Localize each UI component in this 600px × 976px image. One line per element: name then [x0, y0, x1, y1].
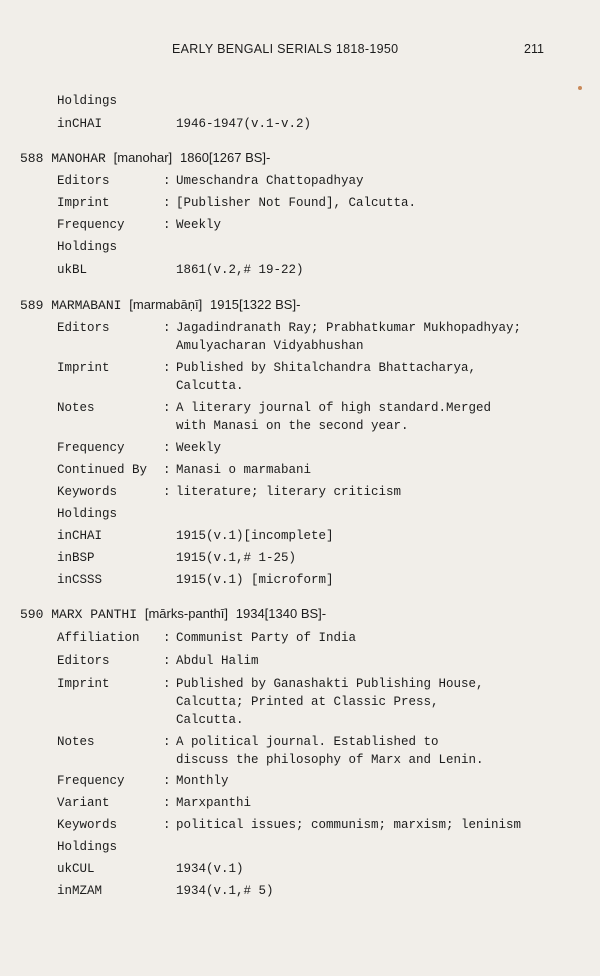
field-value: Weekly: [176, 218, 222, 232]
holding-code: inCSSS: [57, 573, 103, 587]
field-colon: :: [163, 218, 171, 232]
field-colon: :: [163, 677, 171, 691]
field-label: Continued By: [57, 463, 148, 477]
page-number: 211: [524, 42, 544, 56]
entry-year: 1860[1267 BS]-: [180, 150, 271, 165]
field-value: literature; literary criticism: [176, 485, 402, 499]
field-colon: :: [163, 441, 171, 455]
holding-code: inMZAM: [57, 884, 103, 898]
field-value: Jagadindranath Ray; Prabhatkumar Mukhopadhyay;: [176, 321, 522, 335]
field-value-continued: with Manasi on the second year.: [176, 419, 409, 433]
field-colon: :: [163, 774, 171, 788]
field-value-continued: Calcutta.: [176, 713, 244, 727]
field-value: Weekly: [176, 441, 222, 455]
field-label: Imprint: [57, 196, 110, 210]
holding-code: inCHAI: [57, 529, 103, 543]
field-label: Imprint: [57, 361, 110, 375]
entry-transliteration: [manohar]: [113, 150, 173, 165]
field-colon: :: [163, 401, 171, 415]
field-colon: :: [163, 463, 171, 477]
field-colon: :: [163, 196, 171, 210]
field-label: Notes: [57, 401, 95, 415]
field-value: political issues; communism; marxism; leninism: [176, 818, 522, 832]
field-value: Abdul Halim: [176, 654, 259, 668]
field-value: Communist Party of India: [176, 631, 357, 645]
field-value: A literary journal of high standard.Merged: [176, 401, 492, 415]
field-label: Frequency: [57, 774, 125, 788]
entry-heading-588: [20, 150, 270, 166]
field-colon: :: [163, 631, 171, 645]
field-label: Frequency: [57, 218, 125, 232]
field-value: Manasi o marmabani: [176, 463, 312, 477]
entry-number: 590: [20, 607, 44, 622]
holding-value: 1934(v.1,# 5): [176, 884, 274, 898]
entry-heading-590: [20, 606, 326, 622]
field-colon: :: [163, 321, 171, 335]
paper-speck: [578, 86, 582, 90]
entry-year: 1934[1340 BS]-: [235, 606, 327, 621]
holding-value: 1915(v.1)[incomplete]: [176, 529, 334, 543]
field-colon: :: [163, 735, 171, 749]
field-label: Editors: [57, 654, 110, 668]
entry-title: MARMABANI: [51, 298, 122, 313]
holdings-heading: Holdings: [57, 94, 118, 108]
holdings-heading: Holdings: [57, 840, 118, 854]
holding-value: 1915(v.1,# 1-25): [176, 551, 297, 565]
field-value: [Publisher Not Found], Calcutta.: [176, 196, 417, 210]
field-value: Marxpanthi: [176, 796, 252, 810]
entry-heading-589: [20, 297, 300, 313]
field-value-continued: Calcutta; Printed at Classic Press,: [176, 695, 439, 709]
entry-transliteration: [marmabāṇī]: [129, 297, 203, 312]
entry-title: MARX PANTHI: [51, 607, 138, 622]
entry-title: MANOHAR: [51, 151, 106, 166]
entry-transliteration: [mārks-panthī]: [144, 606, 228, 621]
field-label: Notes: [57, 735, 95, 749]
field-value-continued: Calcutta.: [176, 379, 244, 393]
holding-value: 1915(v.1) [microform]: [176, 573, 334, 587]
field-label: Imprint: [57, 677, 110, 691]
holding-value: 1861(v.2,# 19-22): [176, 263, 304, 277]
field-value: Published by Ganashakti Publishing House,: [176, 677, 484, 691]
field-label: Keywords: [57, 818, 118, 832]
entry-number: 588: [20, 151, 44, 166]
field-label: Editors: [57, 174, 110, 188]
holdings-heading: Holdings: [57, 240, 118, 254]
field-value-continued: Amulyacharan Vidyabhushan: [176, 339, 364, 353]
field-value-continued: discuss the philosophy of Marx and Lenin.: [176, 753, 484, 767]
field-colon: :: [163, 818, 171, 832]
field-value: Monthly: [176, 774, 229, 788]
field-colon: :: [163, 654, 171, 668]
holding-value: 1946-1947(v.1-v.2): [176, 117, 312, 131]
field-value: Published by Shitalchandra Bhattacharya,: [176, 361, 477, 375]
field-label: Editors: [57, 321, 110, 335]
field-colon: :: [163, 361, 171, 375]
field-label: Variant: [57, 796, 110, 810]
holding-code: inBSP: [57, 551, 95, 565]
entry-year: 1915[1322 BS]-: [210, 297, 301, 312]
holding-code: ukBL: [57, 263, 88, 277]
holdings-heading: Holdings: [57, 507, 118, 521]
field-colon: :: [163, 485, 171, 499]
field-colon: :: [163, 796, 171, 810]
field-value: A political journal. Established to: [176, 735, 439, 749]
field-label: Frequency: [57, 441, 125, 455]
holding-value: 1934(v.1): [176, 862, 244, 876]
holding-code: inCHAI: [57, 117, 103, 131]
running-header: EARLY BENGALI SERIALS 1818-1950: [172, 42, 399, 56]
entry-number: 589: [20, 298, 44, 313]
field-value: Umeschandra Chattopadhyay: [176, 174, 364, 188]
holding-code: ukCUL: [57, 862, 95, 876]
field-label: Keywords: [57, 485, 118, 499]
field-colon: :: [163, 174, 171, 188]
field-label: Affiliation: [57, 631, 140, 645]
